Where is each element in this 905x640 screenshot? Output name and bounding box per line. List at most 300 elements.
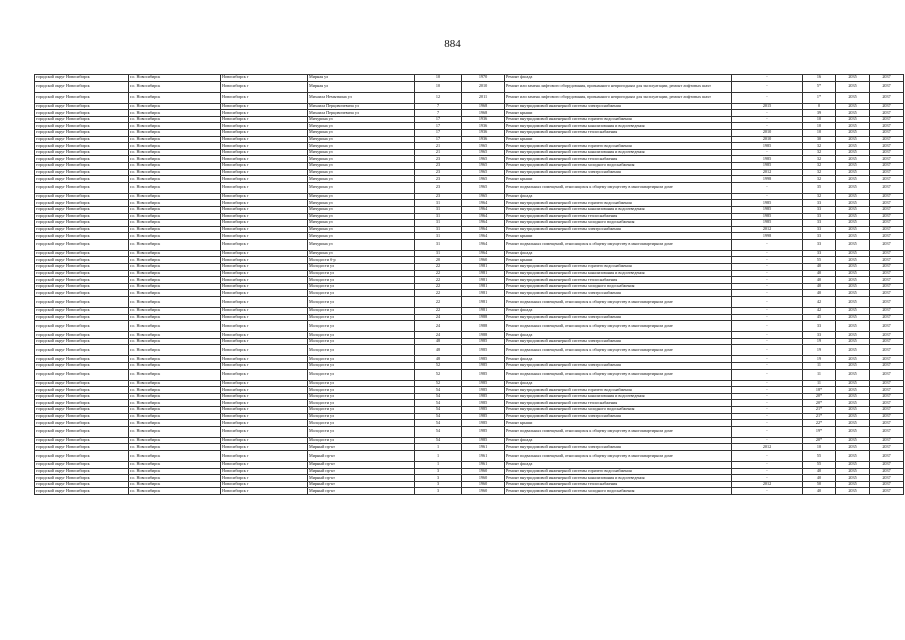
settlement-cell: г.о. Новосибирск (129, 468, 221, 475)
work-type-cell: Ремонт внутридомовой инженерной системы горячего водоснабжения (505, 116, 732, 123)
wear-cell: 33 (803, 239, 836, 250)
table-row (35, 393, 904, 400)
municipal-area-cell: городской округ Новосибирск (35, 290, 129, 297)
build-year-cell: 1981 (462, 270, 505, 277)
period-start-cell: 2035 (836, 413, 870, 420)
work-type-cell: Ремонт внутридомовой инженерной системы горячего водоснабжения (505, 264, 732, 271)
last-repair-year-cell: 2012 (732, 169, 803, 176)
wear-cell: 40 (803, 290, 836, 297)
last-repair-year-cell: 1985 (732, 156, 803, 163)
work-type-cell: Ремонт внутридомовой инженерной системы холодного водоснабжения (505, 220, 732, 227)
last-repair-year-cell: - (732, 363, 803, 370)
work-type-cell: Ремонт внутридомовой инженерной системы холодного водоснабжения (505, 406, 732, 413)
house-number-cell: 17 (415, 136, 462, 143)
settlement-cell: г.о. Новосибирск (129, 277, 221, 284)
settlement-cell: г.о. Новосибирск (129, 363, 221, 370)
wear-cell: 55 (803, 461, 836, 468)
build-year-cell: 1936 (462, 123, 505, 130)
period-start-cell: 2035 (836, 136, 870, 143)
table-row (35, 193, 904, 200)
table-row (35, 162, 904, 169)
locality-cell: Новосибирск г (221, 110, 308, 117)
build-year-cell: 1985 (462, 437, 505, 444)
period-end-cell: 2037 (870, 116, 904, 123)
period-start-cell: 2035 (836, 200, 870, 207)
municipal-area-cell: городской округ Новосибирск (35, 363, 129, 370)
wear-cell: 55 (803, 257, 836, 264)
build-year-cell: 1970 (462, 75, 505, 82)
settlement-cell: г.о. Новосибирск (129, 475, 221, 482)
period-start-cell: 2035 (836, 297, 870, 308)
period-end-cell: 2037 (870, 264, 904, 271)
table-row (35, 338, 904, 345)
work-type-cell: Ремонт подвальных помещений, относящихся к общему имуществу в многоквартирном доме (505, 321, 732, 332)
work-type-cell: Ремонт внутридомовой инженерной системы горячего водоснабжения (505, 200, 732, 207)
street-cell: Мирный пр-кт (308, 475, 415, 482)
house-number-cell: 23 (415, 176, 462, 183)
house-number-cell: 31 (415, 250, 462, 257)
table-row (35, 277, 904, 284)
settlement-cell: г.о. Новосибирск (129, 314, 221, 321)
street-cell: Молодости ул (308, 406, 415, 413)
locality-cell: Новосибирск г (221, 123, 308, 130)
last-repair-year-cell: - (732, 380, 803, 387)
settlement-cell: г.о. Новосибирск (129, 206, 221, 213)
period-end-cell: 2037 (870, 297, 904, 308)
work-type-cell: Ремонт подвальных помещений, относящихся к общему имуществу в многоквартирном доме (505, 450, 732, 461)
wear-cell: 32 (803, 149, 836, 156)
wear-cell: 10 (803, 116, 836, 123)
work-type-cell: Ремонт подвальных помещений, относящихся к общему имуществу в многоквартирном доме (505, 182, 732, 193)
build-year-cell: 1965 (462, 182, 505, 193)
period-start-cell: 2035 (836, 444, 870, 451)
settlement-cell: г.о. Новосибирск (129, 437, 221, 444)
house-number-cell: 22 (415, 283, 462, 290)
street-cell: Мичурина ул (308, 162, 415, 169)
street-cell: Молодости ул (308, 321, 415, 332)
settlement-cell: г.о. Новосибирск (129, 444, 221, 451)
build-year-cell: 1985 (462, 426, 505, 437)
street-cell: Молодости ул (308, 290, 415, 297)
house-number-cell: 31 (415, 226, 462, 233)
period-start-cell: 2035 (836, 380, 870, 387)
wear-cell: 11 (803, 380, 836, 387)
settlement-cell: г.о. Новосибирск (129, 450, 221, 461)
street-cell: Михаила Перцовичевича ул (308, 110, 415, 117)
table-row (35, 475, 904, 482)
work-type-cell: Ремонт внутридомовой инженерной системы горячего водоснабжения (505, 387, 732, 394)
settlement-cell: г.о. Новосибирск (129, 461, 221, 468)
street-cell: Молодости ул (308, 270, 415, 277)
locality-cell: Новосибирск г (221, 461, 308, 468)
street-cell: Мичурина ул (308, 123, 415, 130)
wear-cell: 10 (803, 123, 836, 130)
locality-cell: Новосибирск г (221, 239, 308, 250)
settlement-cell: г.о. Новосибирск (129, 200, 221, 207)
municipal-area-cell: городской округ Новосибирск (35, 81, 129, 92)
table-row (35, 332, 904, 339)
house-number-cell: 54 (415, 426, 462, 437)
period-start-cell: 2035 (836, 220, 870, 227)
work-type-cell: Ремонт или замена лифтового оборудования, признанного непригодным для эксплуатации, ремонт лифтовых шахт (505, 92, 732, 103)
period-end-cell: 2037 (870, 283, 904, 290)
period-end-cell: 2037 (870, 426, 904, 437)
wear-cell: 40 (803, 468, 836, 475)
period-end-cell: 2037 (870, 226, 904, 233)
period-end-cell: 2037 (870, 75, 904, 82)
wear-cell: 33 (803, 332, 836, 339)
locality-cell: Новосибирск г (221, 182, 308, 193)
locality-cell: Новосибирск г (221, 206, 308, 213)
period-end-cell: 2037 (870, 193, 904, 200)
settlement-cell: г.о. Новосибирск (129, 308, 221, 315)
locality-cell: Новосибирск г (221, 162, 308, 169)
locality-cell: Новосибирск г (221, 437, 308, 444)
wear-cell: 32 (803, 156, 836, 163)
locality-cell: Новосибирск г (221, 257, 308, 264)
work-type-cell: Ремонт внутридомовой инженерной системы теплоснабжения (505, 213, 732, 220)
house-number-cell: 54 (415, 413, 462, 420)
wear-cell: 42 (803, 308, 836, 315)
street-cell: Молодости ул (308, 380, 415, 387)
house-number-cell: 54 (415, 387, 462, 394)
street-cell: Молодости ул (308, 420, 415, 427)
house-number-cell: 22 (415, 297, 462, 308)
table-row (35, 110, 904, 117)
settlement-cell: г.о. Новосибирск (129, 270, 221, 277)
table-row (35, 213, 904, 220)
period-start-cell: 2035 (836, 406, 870, 413)
wear-cell: 33 (803, 206, 836, 213)
build-year-cell: 1981 (462, 277, 505, 284)
table-row (35, 437, 904, 444)
municipal-area-cell: городской округ Новосибирск (35, 475, 129, 482)
build-year-cell: 1968 (462, 103, 505, 110)
build-year-cell: 1985 (462, 420, 505, 427)
street-cell: Мичурина ул (308, 206, 415, 213)
wear-cell: 33 (803, 233, 836, 240)
locality-cell: Новосибирск г (221, 468, 308, 475)
table-row (35, 143, 904, 150)
last-repair-year-cell: 1998 (732, 176, 803, 183)
period-start-cell: 2035 (836, 468, 870, 475)
locality-cell: Новосибирск г (221, 277, 308, 284)
table-row (35, 380, 904, 387)
period-end-cell: 2037 (870, 233, 904, 240)
house-number-cell: 54 (415, 406, 462, 413)
page-number: 884 (444, 38, 461, 50)
last-repair-year-cell: 2012 (732, 481, 803, 488)
wear-cell: 22* (803, 420, 836, 427)
period-end-cell: 2037 (870, 176, 904, 183)
locality-cell: Новосибирск г (221, 444, 308, 451)
street-cell: Молодости ул (308, 393, 415, 400)
build-year-cell: 1964 (462, 250, 505, 257)
house-number-cell: 54 (415, 437, 462, 444)
work-type-cell: Ремонт внутридомовой инженерной системы теплоснабжения (505, 400, 732, 407)
locality-cell: Новосибирск г (221, 393, 308, 400)
period-start-cell: 2035 (836, 270, 870, 277)
period-start-cell: 2035 (836, 149, 870, 156)
locality-cell: Новосибирск г (221, 387, 308, 394)
last-repair-year-cell: - (732, 92, 803, 103)
last-repair-year-cell: - (732, 426, 803, 437)
work-type-cell: Ремонт фасада (505, 461, 732, 468)
settlement-cell: г.о. Новосибирск (129, 182, 221, 193)
period-start-cell: 2035 (836, 143, 870, 150)
wear-cell: 40 (803, 264, 836, 271)
locality-cell: Новосибирск г (221, 332, 308, 339)
street-cell: Молодости ул (308, 369, 415, 380)
locality-cell: Новосибирск г (221, 250, 308, 257)
last-repair-year-cell: - (732, 81, 803, 92)
period-end-cell: 2037 (870, 257, 904, 264)
municipal-area-cell: городской округ Новосибирск (35, 116, 129, 123)
settlement-cell: г.о. Новосибирск (129, 136, 221, 143)
table-row (35, 321, 904, 332)
build-year-cell: 1981 (462, 264, 505, 271)
settlement-cell: г.о. Новосибирск (129, 393, 221, 400)
settlement-cell: г.о. Новосибирск (129, 92, 221, 103)
house-number-cell: 23 (415, 169, 462, 176)
period-start-cell: 2035 (836, 129, 870, 136)
municipal-area-cell: городской округ Новосибирск (35, 406, 129, 413)
table-row (35, 468, 904, 475)
locality-cell: Новосибирск г (221, 92, 308, 103)
build-year-cell: 1936 (462, 116, 505, 123)
build-year-cell: 1985 (462, 387, 505, 394)
municipal-area-cell: городской округ Новосибирск (35, 226, 129, 233)
house-number-cell: 10 (415, 75, 462, 82)
period-start-cell: 2035 (836, 233, 870, 240)
house-number-cell: 23 (415, 182, 462, 193)
last-repair-year-cell: - (732, 356, 803, 363)
work-type-cell: Ремонт внутридомовой инженерной системы электроснабжения (505, 314, 732, 321)
build-year-cell: 1985 (462, 380, 505, 387)
municipal-area-cell: городской округ Новосибирск (35, 297, 129, 308)
last-repair-year-cell: - (732, 270, 803, 277)
period-start-cell: 2035 (836, 156, 870, 163)
locality-cell: Новосибирск г (221, 270, 308, 277)
last-repair-year-cell: 1985 (732, 220, 803, 227)
period-end-cell: 2037 (870, 345, 904, 356)
build-year-cell: 1981 (462, 290, 505, 297)
wear-cell: 39 (803, 110, 836, 117)
work-type-cell: Ремонт внутридомовой инженерной системы канализования и водоотведения (505, 475, 732, 482)
locality-cell: Новосибирск г (221, 481, 308, 488)
table-row (35, 426, 904, 437)
settlement-cell: г.о. Новосибирск (129, 264, 221, 271)
period-end-cell: 2037 (870, 143, 904, 150)
municipal-area-cell: городской округ Новосибирск (35, 420, 129, 427)
municipal-area-cell: городской округ Новосибирск (35, 206, 129, 213)
locality-cell: Новосибирск г (221, 156, 308, 163)
build-year-cell: 1985 (462, 356, 505, 363)
house-number-cell: 3 (415, 481, 462, 488)
settlement-cell: г.о. Новосибирск (129, 149, 221, 156)
locality-cell: Новосибирск г (221, 193, 308, 200)
build-year-cell: 1965 (462, 156, 505, 163)
period-end-cell: 2037 (870, 369, 904, 380)
period-end-cell: 2037 (870, 270, 904, 277)
locality-cell: Новосибирск г (221, 149, 308, 156)
house-number-cell: 54 (415, 400, 462, 407)
period-start-cell: 2035 (836, 193, 870, 200)
wear-cell: 19 (803, 338, 836, 345)
house-number-cell: 48 (415, 345, 462, 356)
build-year-cell: 1964 (462, 239, 505, 250)
period-start-cell: 2035 (836, 420, 870, 427)
last-repair-year-cell: - (732, 345, 803, 356)
period-start-cell: 2035 (836, 356, 870, 363)
work-type-cell: Ремонт или замена лифтового оборудования, признанного непригодным для эксплуатации, ремонт лифтовых шахт (505, 81, 732, 92)
period-start-cell: 2035 (836, 264, 870, 271)
locality-cell: Новосибирск г (221, 81, 308, 92)
wear-cell: 16 (803, 75, 836, 82)
house-number-cell: 48 (415, 338, 462, 345)
street-cell: Мичурина ул (308, 233, 415, 240)
house-number-cell: 31 (415, 239, 462, 250)
house-number-cell: 54 (415, 393, 462, 400)
house-number-cell: 22 (415, 308, 462, 315)
wear-cell: 50 (803, 481, 836, 488)
locality-cell: Новосибирск г (221, 226, 308, 233)
settlement-cell: г.о. Новосибирск (129, 369, 221, 380)
settlement-cell: г.о. Новосибирск (129, 169, 221, 176)
settlement-cell: г.о. Новосибирск (129, 426, 221, 437)
locality-cell: Новосибирск г (221, 297, 308, 308)
last-repair-year-cell: - (732, 314, 803, 321)
work-type-cell: Ремонт внутридомовой инженерной системы холодного водоснабжения (505, 488, 732, 495)
work-type-cell: Ремонт крыши (505, 136, 732, 143)
wear-cell: 40 (803, 475, 836, 482)
municipal-area-cell: городской округ Новосибирск (35, 461, 129, 468)
municipal-area-cell: городской округ Новосибирск (35, 110, 129, 117)
work-type-cell: Ремонт крыши (505, 233, 732, 240)
street-cell: Михаила Перцовичевича ул (308, 103, 415, 110)
locality-cell: Новосибирск г (221, 143, 308, 150)
locality-cell: Новосибирск г (221, 116, 308, 123)
house-number-cell: 24 (415, 332, 462, 339)
wear-cell: 33 (803, 200, 836, 207)
last-repair-year-cell: - (732, 332, 803, 339)
wear-cell: 32 (803, 193, 836, 200)
work-type-cell: Ремонт крыши (505, 176, 732, 183)
period-end-cell: 2037 (870, 393, 904, 400)
house-number-cell: 24 (415, 314, 462, 321)
street-cell: Мичурина ул (308, 116, 415, 123)
locality-cell: Новосибирск г (221, 413, 308, 420)
table-row (35, 450, 904, 461)
period-start-cell: 2035 (836, 257, 870, 264)
build-year-cell: 1960 (462, 481, 505, 488)
municipal-area-cell: городской округ Новосибирск (35, 129, 129, 136)
municipal-area-cell: городской округ Новосибирск (35, 387, 129, 394)
locality-cell: Новосибирск г (221, 426, 308, 437)
street-cell: Молодости ул (308, 314, 415, 321)
build-year-cell: 1988 (462, 321, 505, 332)
wear-cell: 10 (803, 129, 836, 136)
period-end-cell: 2037 (870, 129, 904, 136)
street-cell: Мичурина ул (308, 176, 415, 183)
municipal-area-cell: городской округ Новосибирск (35, 193, 129, 200)
work-type-cell: Ремонт внутридомовой инженерной системы канализования и водоотведения (505, 123, 732, 130)
street-cell: Молодости ул (308, 363, 415, 370)
locality-cell: Новосибирск г (221, 283, 308, 290)
municipal-area-cell: городской округ Новосибирск (35, 169, 129, 176)
period-start-cell: 2035 (836, 75, 870, 82)
build-year-cell: 1960 (462, 257, 505, 264)
last-repair-year-cell: - (732, 116, 803, 123)
table-row (35, 488, 904, 495)
locality-cell: Новосибирск г (221, 169, 308, 176)
table-row (35, 220, 904, 227)
period-start-cell: 2035 (836, 363, 870, 370)
period-end-cell: 2037 (870, 103, 904, 110)
build-year-cell: 1964 (462, 233, 505, 240)
work-type-cell: Ремонт внутридомовой инженерной системы электроснабжения (505, 290, 732, 297)
settlement-cell: г.о. Новосибирск (129, 129, 221, 136)
last-repair-year-cell: 2015 (732, 103, 803, 110)
house-number-cell: 23 (415, 162, 462, 169)
settlement-cell: г.о. Новосибирск (129, 250, 221, 257)
last-repair-year-cell: - (732, 264, 803, 271)
settlement-cell: г.о. Новосибирск (129, 220, 221, 227)
street-cell: Молодости ул (308, 332, 415, 339)
period-start-cell: 2035 (836, 314, 870, 321)
locality-cell: Новосибирск г (221, 369, 308, 380)
build-year-cell: 1988 (462, 314, 505, 321)
house-number-cell: 22 (415, 264, 462, 271)
last-repair-year-cell: - (732, 290, 803, 297)
municipal-area-cell: городской округ Новосибирск (35, 400, 129, 407)
period-start-cell: 2035 (836, 290, 870, 297)
house-number-cell: 31 (415, 213, 462, 220)
last-repair-year-cell: - (732, 149, 803, 156)
work-type-cell: Ремонт внутридомовой инженерной системы теплоснабжения (505, 129, 732, 136)
settlement-cell: г.о. Новосибирск (129, 400, 221, 407)
wear-cell: 33 (803, 226, 836, 233)
build-year-cell: 1985 (462, 345, 505, 356)
wear-cell: 21* (803, 413, 836, 420)
period-start-cell: 2035 (836, 103, 870, 110)
last-repair-year-cell: 1998 (732, 233, 803, 240)
period-end-cell: 2037 (870, 437, 904, 444)
period-start-cell: 2035 (836, 426, 870, 437)
build-year-cell: 1961 (462, 450, 505, 461)
municipal-area-cell: городской округ Новосибирск (35, 277, 129, 284)
settlement-cell: г.о. Новосибирск (129, 193, 221, 200)
build-year-cell: 1960 (462, 468, 505, 475)
period-start-cell: 2035 (836, 182, 870, 193)
build-year-cell: 1988 (462, 332, 505, 339)
build-year-cell: 1964 (462, 220, 505, 227)
street-cell: Молодости ул (308, 426, 415, 437)
street-cell: Молодости б-р (308, 257, 415, 264)
work-type-cell: Ремонт фасада (505, 332, 732, 339)
table-row (35, 176, 904, 183)
municipal-area-cell: городской округ Новосибирск (35, 321, 129, 332)
period-end-cell: 2037 (870, 420, 904, 427)
street-cell: Молодости ул (308, 345, 415, 356)
last-repair-year-cell: - (732, 193, 803, 200)
house-number-cell: 12 (415, 92, 462, 103)
settlement-cell: г.о. Новосибирск (129, 143, 221, 150)
period-end-cell: 2037 (870, 363, 904, 370)
period-start-cell: 2035 (836, 116, 870, 123)
table-row (35, 444, 904, 451)
period-end-cell: 2037 (870, 220, 904, 227)
